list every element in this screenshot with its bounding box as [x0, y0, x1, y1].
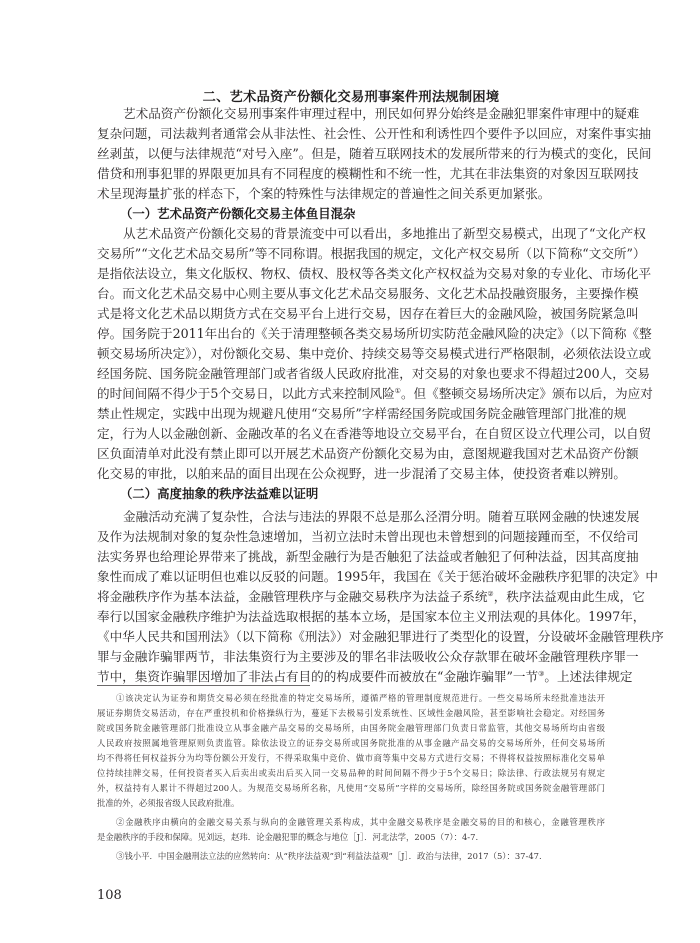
- paragraph-line: 从艺术品资产份额化交易的背景流变中可以看出，多地推出了新型交易模式，出现了“文化产权: [123, 226, 646, 241]
- line-text: ，秩序法益观由此生成，它: [493, 589, 645, 604]
- footnote-1-line: 位持续挂牌交易，任何投资者买入后卖出或卖出后买入同一交易品种的时间间隔不得少于5个交易日；除法律、行政法规另有规定: [97, 768, 605, 778]
- footnote-ref-3[interactable]: ③: [538, 669, 545, 678]
- paragraph-line: 禁止性规定，实践中出现为规避凡使用“交易所”字样需经国务院或国务院金融管理部门批准的规: [97, 406, 627, 421]
- section-title: 二、艺术品资产份额化交易刑事案件刑法规制困境: [202, 90, 500, 105]
- paragraph-line-with-footnote-ref: [97, 384, 653, 404]
- footnote-2-line: ②金融秩序由横向的金融交易关系与纵向的金融管理关系构成，其中金融交易秩序是金融交易的目的和核心，金融管理秩序: [116, 817, 605, 827]
- paragraph-line: 台。而文化艺术品交易中心则主要从事文化艺术品交易服务、文化艺术品投融资服务，主要操作模: [97, 286, 639, 301]
- line-text: 的时间间隔不得少于5个交易日，以此方式来控制风险: [97, 386, 395, 401]
- paragraph-line: 金融活动充满了复杂性，合法与违法的界限不总是那么泾渭分明。随着互联网金融的快速发展: [123, 509, 640, 524]
- paragraph-line: 停。国务院于2011年出台的《关于清理整顿各类交易场所切实防范金融风险的决定》（以下简称《整: [97, 326, 652, 341]
- paragraph-line: 丝剥茧，以便与法律规范“对号入座”。但是，随着互联网技术的发展所带来的行为模式的变化，民间: [97, 146, 652, 161]
- subsection-heading-2: （二）高度抽象的秩序法益难以证明: [120, 486, 319, 501]
- subsection-heading-1: （一）艺术品资产份额化交易主体鱼目混杂: [120, 206, 356, 221]
- paragraph-line: 借贷和刑事犯罪的界限更加具有不同程度的模糊性和不统一性，尤其在非法集资的对象因互联网技: [97, 166, 639, 181]
- footnote-1-line: 院或国务院金融管理部门批准设立从事金融产品交易的交易场所，由国务院金融管理部门负责日常监管，其他交易场所均由省级: [97, 723, 605, 733]
- paragraph-line-with-footnote-ref: [97, 667, 633, 687]
- footnote-1-line: 人民政府按照属地管理原则负责监管。除依法设立的证券交易所或国务院批准的从事金融产品交易的交易场所外，任何交易场所: [97, 738, 605, 748]
- footnote-2-line: 是金融秩序的手段和保障。见刘远，赵玮．论金融犯罪的概念与地位［J］．河北法学，2005（7）：4-7.: [97, 832, 479, 842]
- footnote-1-line: 均不得将任何权益拆分为均等份额公开发行，不得采取集中竞价、做市商等集中交易方式进行交易；不得将权益按照标准化交易单: [97, 753, 605, 763]
- paragraph-line: 交易所”“文化艺术品交易所”等不同称谓。根据我国的规定，文化产权交易所（以下简称“文交所”）: [97, 246, 646, 261]
- page-number: 108: [97, 888, 122, 903]
- paragraph-line: 象性而成了难以证明但也难以反驳的问题。1995年，我国在《关于惩治破坏金融秩序犯罪的决定》中: [97, 569, 658, 584]
- line-text: 。但《整顿交易场所决定》颁布以后，为应对: [400, 386, 653, 401]
- line-text: 节中，集资诈骗罪因增加了非法占有目的的构成要件而被放在“金融诈骗罪”一节: [97, 669, 539, 684]
- paragraph-line: 化交易的审批，以舶来品的面目出现在公众视野，进一步混淆了交易主体，使投资者难以辨别。: [97, 466, 626, 481]
- paragraph-line: 及作为法规制对象的复杂性急速增加，当初立法时未曾出现也未曾想到的问题接踵而至，不仅给司: [97, 529, 639, 544]
- footnote-1-line: 外，权益持有人累计不得超过200人。为规范交易场所名称，凡使用“交易所”字样的交易场所，除经国务院或国务院金融管理部门: [97, 783, 605, 793]
- footnote-divider: [97, 685, 310, 686]
- footnote-3-line: ③钱小平．中国金融刑法立法的应然转向：从“秩序法益观”到“利益法益观”［J］．政治与法律，2017（5）：37-47.: [116, 851, 542, 861]
- paragraph-line: 区负面清单对此没有禁止即可以开展艺术品资产份额化交易为由，意图规避我国对艺术品资产份额: [97, 446, 639, 461]
- paragraph-line: 顿交易场所决定》），对份额化交易、集中竞价、持续交易等交易模式进行严格限制，必须依法设立或: [97, 346, 652, 361]
- paragraph-line: 《中华人民共和国刑法》（以下简称《刑法》）对金融犯罪进行了类型化的设置，分设破坏金融管理秩序: [97, 629, 664, 644]
- paragraph-line: 经国务院、国务院金融管理部门或者省级人民政府批准，对交易的对象也要求不得超过200人，交易: [97, 366, 650, 381]
- line-text: 将金融秩序作为基本法益，金融管理秩序与金融交易秩序为法益子系统: [97, 589, 488, 604]
- paragraph-line: 术呈现海量扩张的样态下，个案的特殊性与法律规定的普遍性之间关系更加紧张。: [97, 186, 551, 201]
- footnote-ref-2[interactable]: ②: [487, 589, 494, 598]
- paragraph-line: 是指依法设立，集文化版权、物权、债权、股权等各类文化产权权益为交易对象的专业化、市场化平: [97, 266, 652, 281]
- paragraph-line: 定，行为人以金融创新、金融改革的名义在香港等地设立交易平台，在自贸区设立代理公司，以自贸: [97, 426, 652, 441]
- line-text: 。上述法律规定: [544, 669, 633, 684]
- paragraph-line: 罪与金融诈骗罪两节，非法集资行为主要涉及的罪名非法吸收公众存款罪在破坏金融管理秩序罪一: [97, 649, 639, 664]
- paragraph-line: 法实务界也给理论界带来了挑战，新型金融行为是否触犯了法益或者触犯了何种法益，因其高度抽: [97, 549, 639, 564]
- paragraph-line: 艺术品资产份额化交易刑事案件审理过程中，刑民如何界分始终是金融犯罪案件审理中的疑难: [123, 106, 640, 121]
- footnote-1-line: ①该决定认为证券和期货交易必须在经批准的特定交易场所，遵循严格的管理制度规范进行。一些交易场所未经批准违法开: [116, 693, 605, 703]
- footnote-1-line: 展证券期货交易活动，存在严重投机和价格操纵行为，蔓延下去极易引发系统性、区域性金融风险，甚至影响社会稳定。对经国务: [97, 708, 605, 718]
- footnote-1-line: 批准的外，必须报省级人民政府批准。: [97, 798, 240, 808]
- paragraph-line: 奉行以国家金融秩序维护为法益选取根据的基本立场，是国家本位主义刑法观的具体化。1997年，: [97, 609, 646, 624]
- paragraph-line-with-footnote-ref: [97, 587, 645, 607]
- paragraph-line: 式是将文化艺术品以期货方式在交易平台上进行交易，因存在着巨大的金融风险，被国务院紧急叫: [97, 306, 639, 321]
- footnote-ref-1[interactable]: ①: [394, 386, 401, 395]
- paragraph-line: 复杂问题，司法裁判者通常会从非法性、社会性、公开性和利诱性四个要件予以回应，对案件事实抽: [97, 126, 652, 141]
